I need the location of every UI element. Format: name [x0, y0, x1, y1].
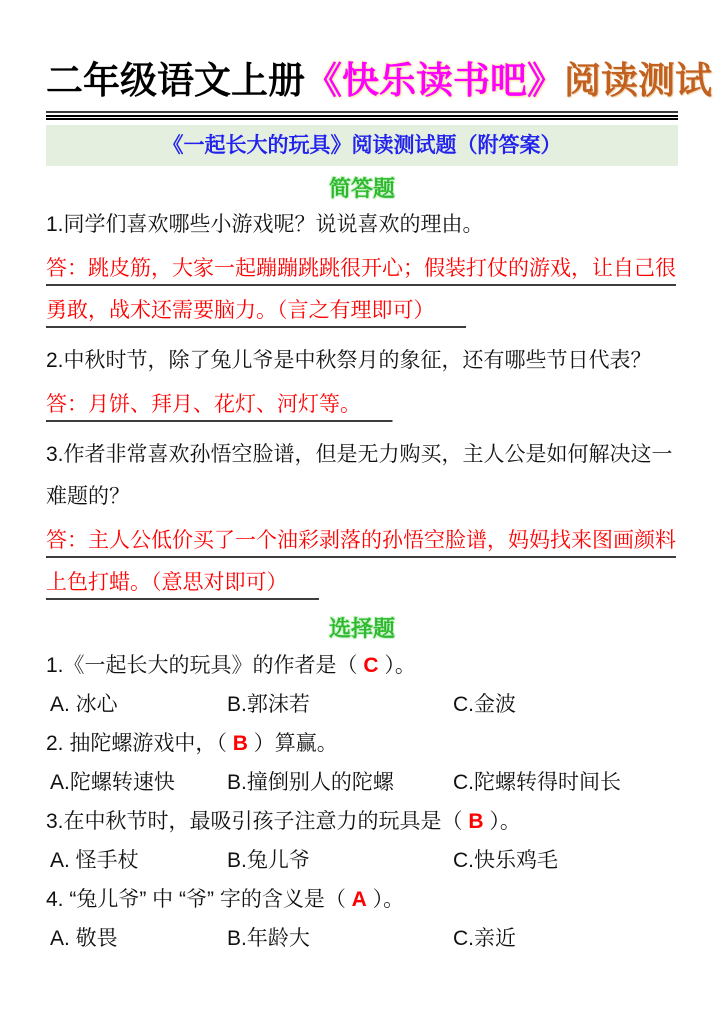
title-part-magenta: 《快乐读书吧》	[305, 61, 564, 102]
choice-answer-letter: B	[468, 809, 484, 833]
question-text: 3.作者非常喜欢孙悟空脸谱，但是无力购买，主人公是如何解决这一难题的？	[46, 442, 673, 508]
choice-question	[46, 880, 678, 919]
document-title	[46, 58, 712, 107]
title-part-black: 二年级语文上册	[46, 61, 305, 102]
answer-text: 答：月饼、拜月、花灯、河灯等。	[46, 392, 351, 416]
question-text: 2.中秋时节，除了兔儿爷是中秋祭月的象征，还有哪些节日代表？	[46, 348, 652, 372]
choice-answer-letter: C	[363, 653, 379, 677]
option-c: C.亲近	[453, 926, 516, 950]
choice-question-prefix: 4. “兔儿爷” 中 “爷” 字的含义是（	[46, 887, 352, 911]
choice-question-prefix: 3.在中秋节时，最吸引孩子注意力的玩具是（	[46, 809, 469, 833]
option-b: B.年龄大	[227, 926, 310, 950]
choice-options-row	[46, 919, 678, 958]
option-a: A. 敬畏	[50, 926, 118, 950]
option-c: C.快乐鸡毛	[453, 848, 558, 872]
choice-question-suffix: ）。	[378, 653, 416, 677]
choice-item-3	[46, 802, 678, 880]
choice-question	[46, 724, 678, 763]
short-answer-heading: 简答题	[328, 175, 395, 201]
choice-item-2	[46, 724, 678, 802]
option-a: A.陀螺转速快	[50, 770, 175, 794]
divider-line-thin	[46, 111, 678, 113]
title-part-orange: 阅读测试	[564, 61, 712, 102]
choice-item-4	[46, 880, 678, 958]
question-text: 1.同学们喜欢哪些小游戏呢？说说喜欢的理由。	[46, 212, 484, 236]
choice-question-prefix: 2. 抽陀螺游戏中，（	[46, 731, 233, 755]
choice-question	[46, 646, 678, 685]
divider-line-thick-b	[46, 118, 678, 120]
choice-answer-letter: B	[232, 731, 248, 755]
choice-question-prefix: 1.《一起长大的玩具》的作者是（	[46, 653, 364, 677]
choice-question	[46, 802, 678, 841]
answer-text: 答：主人公低价买了一个油彩剥落的孙悟空脸谱，妈妈找来图画颜料上色打蜡。（意思对即可）	[46, 528, 676, 594]
answer-paragraph	[46, 384, 678, 426]
short-answer-item-3	[46, 434, 678, 604]
option-a: A. 冰心	[50, 692, 118, 716]
choice-question-suffix: ）算赢。	[247, 731, 338, 755]
subtitle-banner	[46, 125, 678, 166]
answer-text: 答：跳皮筋，大家一起蹦蹦跳跳很开心；假装打仗的游戏，让自己很勇敢，战术还需要脑力。（言之有理即可）	[46, 256, 676, 322]
choice-options-row	[46, 841, 678, 880]
option-c: C.金波	[453, 692, 516, 716]
choice-options-row	[46, 763, 678, 802]
subtitle-text: 《一起长大的玩具》阅读测试题（附答案）	[162, 133, 562, 157]
choice-answer-letter: A	[351, 887, 367, 911]
divider-line-thick-a	[46, 115, 678, 117]
short-answer-section	[46, 174, 678, 604]
choice-heading: 选择题	[328, 615, 395, 641]
choice-question-suffix: ）。	[483, 809, 521, 833]
short-answer-item-1	[46, 204, 678, 332]
choice-section	[46, 614, 678, 958]
answer-paragraph	[46, 520, 678, 604]
option-a: A. 怪手杖	[50, 848, 139, 872]
choice-item-1	[46, 646, 678, 724]
choice-options-row	[46, 685, 678, 724]
short-answer-item-2	[46, 340, 678, 426]
answer-paragraph	[46, 248, 678, 332]
title-divider-lines	[46, 111, 678, 120]
option-c: C.陀螺转得时间长	[453, 770, 621, 794]
option-b: B.郭沫若	[227, 692, 310, 716]
choice-question-suffix: ）。	[366, 887, 405, 911]
option-b: B.撞倒别人的陀螺	[227, 770, 394, 794]
option-b: B.兔儿爷	[227, 848, 310, 872]
